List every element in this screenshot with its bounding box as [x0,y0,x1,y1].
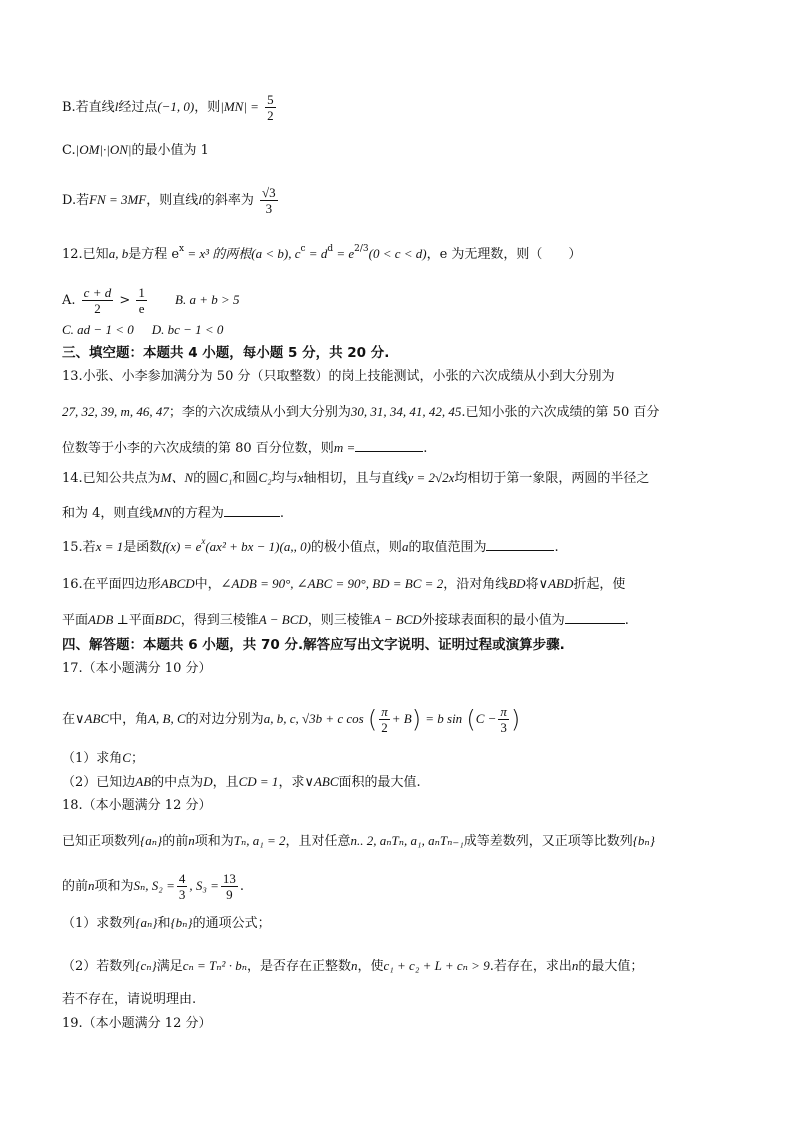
question-18-part-2: （2）若数列{cₙ}满足cₙ = Tₙ² · bₙ，是否存在正整数n，使c₁ + c₂ + L + cₙ > 9.若存在，求出n的最大值； [62,958,644,974]
question-12-options-ab: A. $\frac{c + d}{2}$ > $\frac{1}{e}$ B. a + b > 5 [62,285,240,316]
question-15: 15.若x = 1是函数$f(x) = e^x(ax^2$ + bx − 1)(a,, 0)的极小值点，则a的取值范围为 . [62,536,559,555]
question-18-line-1: 已知正项数列{aₙ}的前n项和为Tₙ, a₁ = 2，且对任意n.. 2, aₙTₙ, a₁, aₙTₙ₋₁成等差数列，又正项等比数列{bₙ} [62,833,655,849]
option-c: C.|OM|·|ON|的最小值为 1 [62,142,209,158]
question-18-header: 18.（本小题满分 12 分） [62,798,212,813]
question-13-line-3: 位数等于小李的六次成绩的第 80 百分位数，则m = . [62,437,734,458]
answer-blank[interactable] [565,609,625,624]
question-17-statement: 在∨ABC中，角A, B, C的对边分别为a, b, c, √3b + c cos ( $\frac{\pi}{2}$ + B) = b sin (C − $\frac{\pi}{3}$ ) [62,704,521,735]
fraction: $\frac{√3}{3}$ [262,185,276,216]
question-16-line-2: 平面ADB ⊥平面BDC，得到三棱锥A − BCD，则三棱锥A − BCD外接球表面积的最小值为 . [62,609,734,630]
question-12-options-cd: C. ad − 1 < 0 D. bc − 1 < 0 [62,322,224,337]
answer-blank[interactable] [224,502,280,517]
question-18-part-2-cont: 若不存在，请说明理由. [62,992,197,1007]
question-18-part-1: （1）求数列{aₙ}和{bₙ}的通项公式； [62,915,271,931]
question-12: 12.已知a, b是方程 $e^x = x^3$ 的两根(a < b), $c^c = d^d = e^{2/3}(0 < c < d)$，e 为无理数，则（ ） [62,244,582,262]
question-19-header: 19.（本小题满分 12 分） [62,1016,212,1031]
question-17-part-1: （1）求角C； [62,750,144,766]
section-3-heading: 三、填空题：本题共 4 小题，每小题 5 分，共 20 分. [62,345,390,361]
fraction: $\frac{c + d}{2}$ [83,285,112,316]
question-17-header: 17.（本小题满分 10 分） [62,661,212,676]
answer-blank[interactable] [486,536,554,551]
question-17-part-2: （2）已知边AB的中点为D，且CD = 1，求∨ABC面积的最大值. [62,774,421,790]
question-16-line-1: 16.在平面四边形ABCD中，∠ADB = 90°, ∠ABC = 90°, BD = BC = 2，沿对角线BD将∨ABD折起，使 [62,576,626,592]
question-13-line-1: 13.小张、小李参加满分为 50 分（只取整数）的岗上技能测试，小张的六次成绩从小到大分别为 [62,369,615,384]
question-14-line-2: 和为 4，则直线MN的方程为 . [62,502,734,523]
answer-blank[interactable] [355,437,423,452]
fraction: $\frac{\pi}{3}$ [500,704,507,735]
section-4-heading: 四、解答题：本题共 6 小题，共 70 分.解答应写出文字说明、证明过程或演算步骤. [62,637,565,653]
fraction: $\frac{\pi}{2}$ [381,704,388,735]
option-d: D.若FN = 3MF，则直线l的斜率为 $\frac{√3}{3}$ [62,185,276,216]
option-b: B.若直线l经过点(−1, 0)，则|MN| = $\frac{5}{2}$ [62,92,274,123]
question-13-line-2: 27, 32, 39, m, 46, 47；李的六次成绩从小到大分别为30, 31, 34, 41, 42, 45.已知小张的六次成绩的第 50 百分 [62,404,660,420]
fraction: $\frac{13}{9}$ [222,871,236,902]
fraction: $\frac{1}{e}$ [138,285,145,316]
fraction: $\frac{5}{2}$ [267,92,274,123]
question-14-line-1: 14.已知公共点为M、N的圆C₁和圆C₂均与x轴相切，且与直线y = 2√2x均相切于第一象限，两圆的半径之 [62,470,650,486]
question-18-line-2: 的前n项和为Sₙ, S₂ = $\frac{4}{3}$ , S₃ = $\frac{13}{9}$ . [62,871,245,902]
fraction: $\frac{4}{3}$ [178,871,186,902]
